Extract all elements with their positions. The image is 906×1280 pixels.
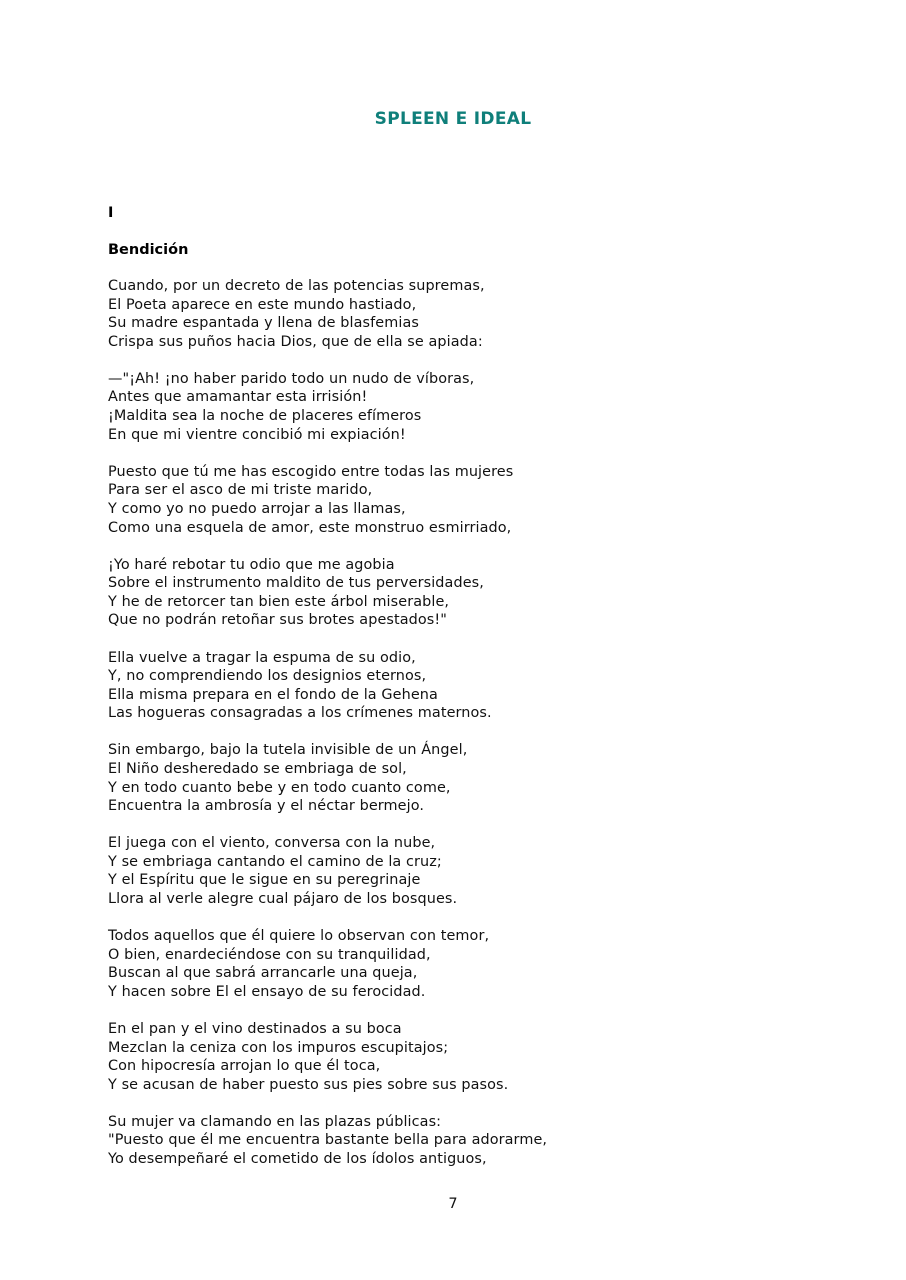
verse-line: El Niño desheredado se embriaga de sol, xyxy=(108,760,407,777)
verse-line: Ella misma prepara en el fondo de la Gehena xyxy=(108,686,438,703)
verse-line: Puesto que tú me has escogido entre todas las mujeres xyxy=(108,463,514,480)
verse-line: Todos aquellos que él quiere lo observan con temor, xyxy=(108,928,490,945)
stanza xyxy=(108,649,808,723)
verse-line: Las hogueras consagradas a los crímenes maternos. xyxy=(108,705,492,722)
verse-line: El juega con el viento, conversa con la nube, xyxy=(108,835,436,852)
stanza xyxy=(108,277,808,351)
section-number: I xyxy=(108,205,114,221)
verse-line: O bien, enardeciéndose con su tranquilidad, xyxy=(108,946,431,963)
stanza xyxy=(108,463,808,537)
verse-line: Y se acusan de haber puesto sus pies sobre sus pasos. xyxy=(108,1076,509,1093)
verse-line: ¡Maldita sea la noche de placeres efímeros xyxy=(108,408,422,425)
stanza xyxy=(108,1113,808,1169)
verse-line: Buscan al que sabrá arrancarle una queja, xyxy=(108,965,418,982)
page-number: 7 xyxy=(448,1196,458,1212)
verse-line: Llora al verle alegre cual pájaro de los bosques. xyxy=(108,891,458,908)
verse-line: Cuando, por un decreto de las potencias supremas, xyxy=(108,278,485,294)
verse-line: Y hacen sobre El el ensayo de su ferocidad. xyxy=(108,983,426,1000)
verse-line: Su madre espantada y llena de blasfemias xyxy=(108,315,419,332)
verse-line: Que no podrán retoñar sus brotes apestados!" xyxy=(108,612,447,629)
verse-line: —"¡Ah! ¡no haber parido todo un nudo de víboras, xyxy=(108,370,475,387)
verse-line: Mezclan la ceniza con los impuros escupitajos; xyxy=(108,1039,449,1056)
page-title: SPLEEN E IDEAL xyxy=(374,109,532,129)
verse-line: Sobre el instrumento maldito de tus perversidades, xyxy=(108,575,484,592)
stanza xyxy=(108,556,808,630)
verse-line: En el pan y el vino destinados a su boca xyxy=(108,1021,402,1037)
verse-line: Con hipocresía arrojan lo que él toca, xyxy=(108,1058,381,1075)
verse-line: Antes que amamantar esta irrisión! xyxy=(108,389,368,406)
stanza xyxy=(108,741,808,815)
verse-line: Como una esquela de amor, este monstruo esmirriado, xyxy=(108,519,512,536)
poem-title: Bendición xyxy=(108,242,189,258)
verse-line: Su mujer va clamando en las plazas públicas: xyxy=(108,1113,442,1130)
verse-line: Para ser el asco de mi triste marido, xyxy=(108,482,373,499)
verse-line: El Poeta aparece en este mundo hastiado, xyxy=(108,296,417,313)
verse-line: Y se embriaga cantando el camino de la cruz; xyxy=(108,853,442,870)
verse-line: Y como yo no puedo arrojar a las llamas, xyxy=(108,500,406,517)
verse-line: Y, no comprendiendo los designios eternos, xyxy=(108,668,427,685)
verse-line: Y he de retorcer tan bien este árbol miserable, xyxy=(108,593,450,610)
verse-line: Y el Espíritu que le sigue en su peregrinaje xyxy=(108,872,421,889)
verse-line: ¡Yo haré rebotar tu odio que me agobia xyxy=(108,556,395,573)
verse-line: Crispa sus puños hacia Dios, que de ella se apiada: xyxy=(108,333,483,350)
verse-line: "Puesto que él me encuentra bastante bella para adorarme, xyxy=(108,1132,548,1149)
verse-line: Encuentra la ambrosía y el néctar bermejo. xyxy=(108,798,425,815)
verse-line: Y en todo cuanto bebe y en todo cuanto come, xyxy=(108,779,451,796)
verse-line: Sin embargo, bajo la tutela invisible de un Ángel, xyxy=(108,742,468,759)
stanza xyxy=(108,1020,808,1094)
stanza xyxy=(108,927,808,1001)
verse-line: Yo desempeñaré el cometido de los ídolos antiguos, xyxy=(108,1151,487,1168)
verse-line: Ella vuelve a tragar la espuma de su odio, xyxy=(108,649,416,666)
poem-body xyxy=(108,277,808,1187)
stanza xyxy=(108,370,808,444)
verse-line: En que mi vientre concibió mi expiación! xyxy=(108,426,406,443)
stanza xyxy=(108,834,808,908)
